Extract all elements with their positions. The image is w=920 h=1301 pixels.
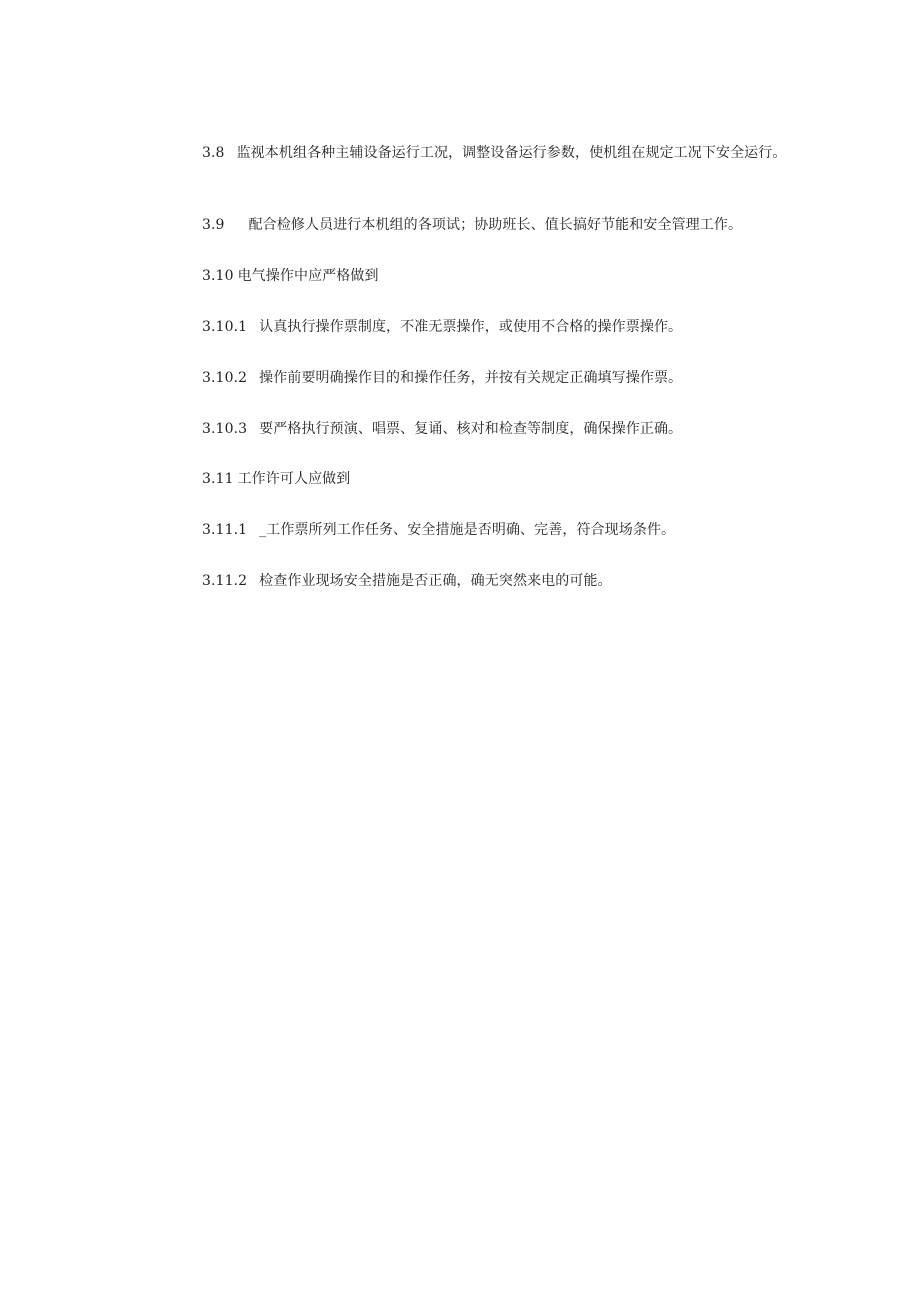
paragraph-text: 认真执行操作票制度，不准无票操作，或使用不合格的操作票操作。 [259,319,683,335]
paragraph-text: 工作许可人应做到 [237,471,351,487]
section-number: 3.8 [202,145,225,161]
section-number: 3.10.3 [202,421,248,437]
paragraph-3-10-3 [138,418,788,440]
paragraph-3-11-1 [138,519,788,541]
section-number: 3.10 [202,268,234,284]
paragraph-text: 监视本机组各种主辅设备运行工况，调整设备运行参数，使机组在规定工况下安全运行。 [236,145,787,161]
section-number: 3.9 [202,217,225,233]
paragraph-text: _工作票所列工作任务、安全措施是否明确、完善，符合现场条件。 [259,522,676,538]
paragraph-3-10-2 [138,367,788,389]
paragraph-text: 配合检修人员进行本机组的各项试；协助班长、值长搞好节能和安全管理工作。 [248,217,743,233]
paragraph-text: 电气操作中应严格做到 [237,268,379,284]
section-number: 3.11.2 [202,573,248,589]
paragraph-text: 要严格执行预演、唱票、复诵、核对和检查等制度，确保操作正确。 [259,421,683,437]
paragraph-3-10 [138,265,788,287]
section-number: 3.11 [202,471,234,487]
paragraph-3-8 [138,142,788,164]
paragraph-3-11-2 [138,570,788,592]
paragraph-text: 检查作业现场安全措施是否正确，确无突然来电的可能。 [259,573,612,589]
section-number: 3.10.1 [202,319,248,335]
paragraph-3-11 [138,468,788,490]
section-number: 3.10.2 [202,370,248,386]
section-number: 3.11.1 [202,522,248,538]
paragraph-3-9 [138,214,788,236]
paragraph-3-10-1 [138,316,788,338]
paragraph-text: 操作前要明确操作目的和操作任务，并按有关规定正确填写操作票。 [259,370,683,386]
